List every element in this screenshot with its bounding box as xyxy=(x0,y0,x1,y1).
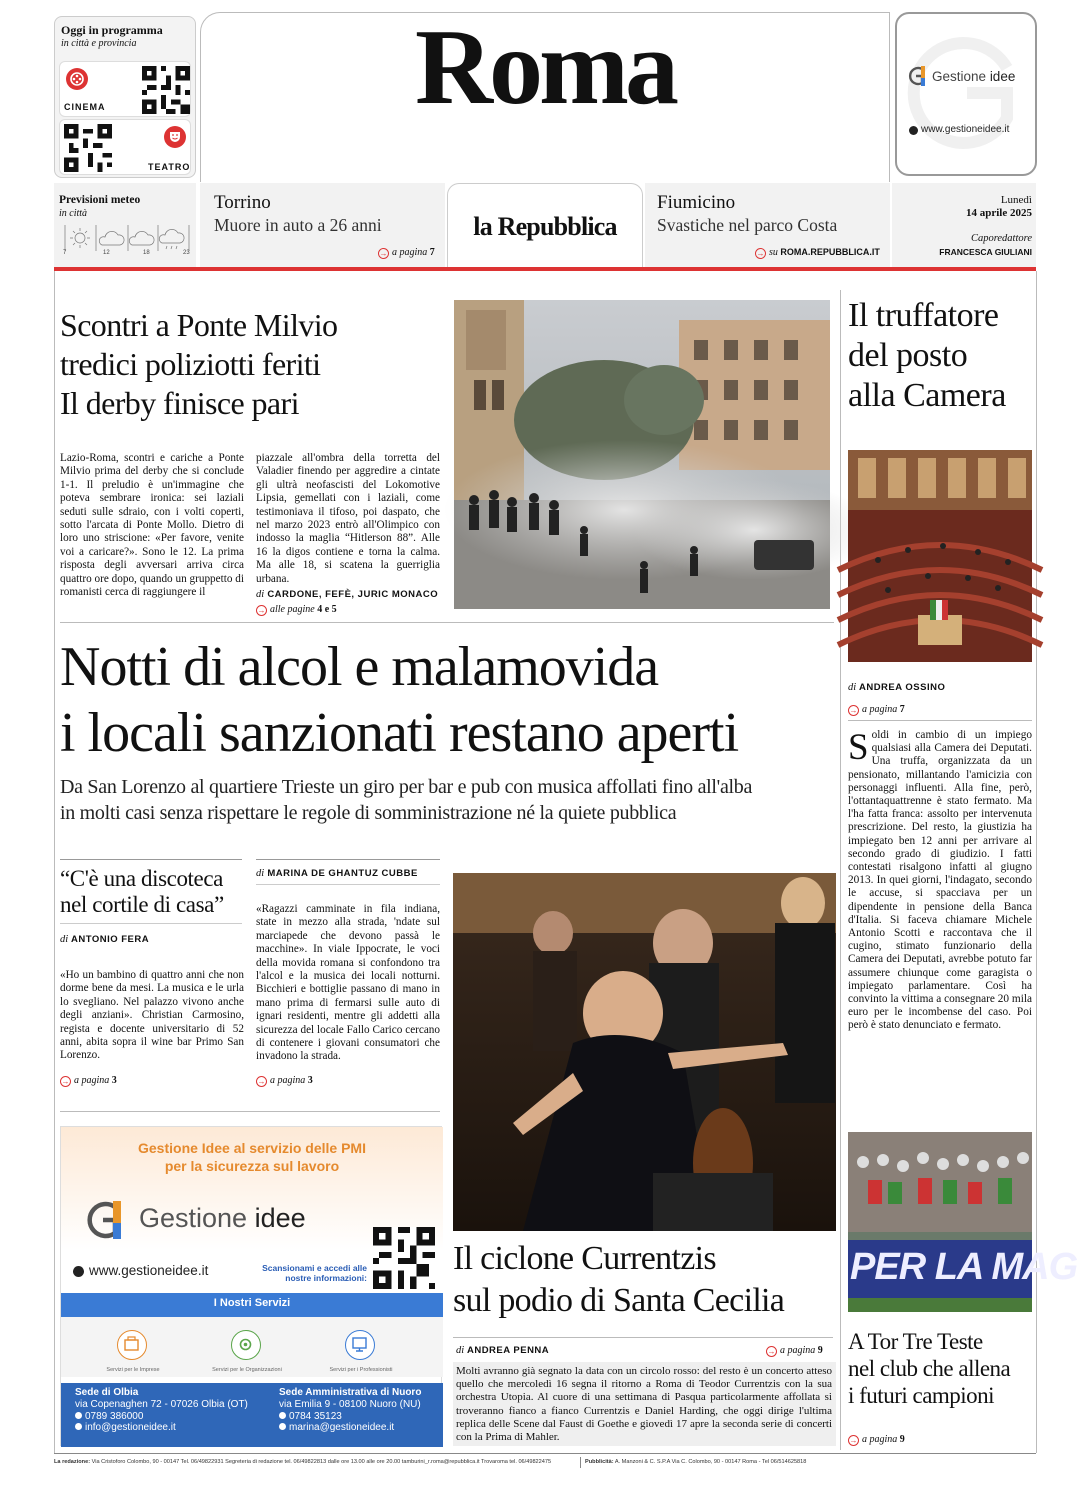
weather-hour-1: 7 xyxy=(63,250,67,256)
milvio-headline[interactable]: Scontri a Ponte Milvio tredici poliziotti feriti Il derby finisce pari xyxy=(60,307,338,421)
movida-deck: Da San Lorenzo al quartiere Trieste un giro per bar e pub con musica affollati fino all'alba in molti casi senza rispettare le regole di somministrazione né la quiete pubblica xyxy=(60,776,753,824)
film-reel-icon xyxy=(66,68,88,90)
footer-divider xyxy=(580,1457,581,1468)
arrow-icon: → xyxy=(756,249,765,258)
teaser-fiumicino-kicker: Fiumicino xyxy=(657,192,736,213)
professional-service-icon[interactable] xyxy=(345,1330,375,1360)
arrow-icon: → xyxy=(849,706,858,715)
weather-title: Previsioni meteo xyxy=(59,194,141,206)
theater-masks-icon xyxy=(164,126,186,148)
currentzis-byline: di ANDREA PENNA xyxy=(456,1345,550,1356)
editor-name: FRANCESCA GIULIANI xyxy=(939,247,1032,257)
ad-url[interactable]: www.gestioneidee.it xyxy=(89,1263,209,1278)
arrow-icon: → xyxy=(257,606,266,615)
milvio-photo xyxy=(454,300,830,609)
phone-icon xyxy=(75,1412,82,1419)
milvio-byline: di CARDONE, FEFÈ, JURIC MONACO → alle pagine 4 e 5 xyxy=(256,589,439,615)
cinema-card[interactable] xyxy=(59,61,191,117)
gestione-idee-ad[interactable] xyxy=(60,1126,442,1446)
email-icon xyxy=(75,1423,82,1430)
milvio-body-col1: Lazio-Roma, scontri e cariche a Ponte Milvio prima del derby che si conclude 1-1. Il preludio è un'immagine che poteva sembrare ironica: sei laziali seduti sulle sdraio, con i volti coperti, sotto l'arcata di Ponte Mollo. Dietro di loro uno striscione: «Per favore, venite voi a caricare?». Sono le 12. La prima risposta degli avversari arriva circa quattro ore dopo, quando un gruppetto di romanisti cerca di raggiungere il xyxy=(60,452,244,599)
teaser-torrino-ref[interactable]: → a pagina 7 xyxy=(379,247,435,258)
dateline-box xyxy=(892,183,1036,269)
dateline-date: 14 aprile 2025 xyxy=(966,207,1032,219)
weather-hour-4: 23 xyxy=(183,250,190,256)
top-advertisement[interactable] xyxy=(895,12,1037,176)
watermark-g-icon xyxy=(907,28,1027,158)
service-label-3: Servizi per i Professionisti xyxy=(329,1367,393,1373)
weather-icons xyxy=(64,223,190,255)
editor-role: Caporedattore xyxy=(970,233,1032,244)
arrow-icon: → xyxy=(767,1347,776,1356)
program-title: Oggi in programma xyxy=(61,23,163,37)
phone-icon xyxy=(279,1412,286,1419)
truffa-ref[interactable]: → a pagina 7 xyxy=(849,704,905,715)
ad-qr-code[interactable] xyxy=(373,1227,435,1289)
organization-service-icon[interactable] xyxy=(231,1330,261,1360)
marina-ref[interactable]: → a pagina 3 xyxy=(257,1075,313,1086)
weather-subtitle: in città xyxy=(59,208,88,219)
currentzis-headline[interactable]: Il ciclone Currentzis sul podio di Santa Cecilia xyxy=(453,1240,785,1319)
service-label-2: Servizi per le Organizzazioni xyxy=(212,1367,282,1373)
tortre-headline[interactable]: A Tor Tre Teste nel club che allena i futuri campioni xyxy=(848,1329,1011,1408)
globe-icon xyxy=(909,126,918,135)
teaser-torrino-kicker: Torrino xyxy=(214,192,271,213)
ad-rule xyxy=(60,1111,440,1112)
discoteca-headline[interactable]: “C'è una discoteca nel cortile di casa” xyxy=(60,866,224,917)
teatro-label: TEATRO xyxy=(148,162,191,172)
program-subtitle: in città e provincia xyxy=(61,38,137,49)
currentzis-ref[interactable]: → a pagina 9 xyxy=(767,1345,823,1356)
cinema-qr-code[interactable] xyxy=(142,66,190,114)
email-icon xyxy=(279,1423,286,1430)
office-olbia: Sede di Olbia via Copenaghen 72 - 07026 Olbia (OT) 0789 386000 info@gestioneidee.it xyxy=(75,1387,248,1434)
marina-body: «Ragazzi camminate in fila indiana, state in mezzo alla strada, 'ndate sul marciapede che devono passà le macchine». In viale Ippocrate, le voci della movida romana si confondono tra l'alcol e la musica dei locali notturni. Bicchieri e bottiglie passano di mano in mano prima di fermarsi sulle auto di ignari residenti, mentre gli addetti alla sicurezza del locale Fallo Carico cercano di contenere i giovani consumatori che invadono la strada. xyxy=(256,903,440,1063)
weather-hour-3: 18 xyxy=(143,250,150,256)
marina-rule xyxy=(256,884,440,885)
arrow-icon: → xyxy=(257,1077,266,1086)
program-box xyxy=(54,16,196,178)
column-divider xyxy=(840,290,841,1450)
currentzis-body: Molti avranno già segnato la data con un circolo rosso: del resto è un concerto atteso quello che mercoledì 16 segna il ritorno a Roma di Teodor Currentzis con la sua orchestra Utopia. Al cuore di una settimana di Pasqua particolarmente affollata si troveranno fianco a fianco Currentzis e Daniel Harding, che oggi dirige l'ultima replica delle Scene dal Faust di Goethe e giovedì 17 apre la seconda serie di concerti con la Prima di Mahler. xyxy=(456,1365,832,1444)
repubblica-logo: la Repubblica xyxy=(473,212,617,241)
ad-top-brand: Gestione idee xyxy=(932,69,1016,84)
discoteca-rule xyxy=(60,923,242,924)
services-title: I Nostri Servizi xyxy=(213,1297,291,1309)
discoteca-byline: di ANTONIO FERA xyxy=(60,934,150,945)
currentzis-rule xyxy=(453,1337,833,1338)
teaser-torrino-text: Muore in auto a 26 anni xyxy=(214,215,382,235)
discoteca-ref[interactable]: → a pagina 3 xyxy=(61,1075,117,1086)
tortre-ref[interactable]: → a pagina 9 xyxy=(849,1434,905,1445)
weather-box xyxy=(54,183,196,269)
ad-headline: Gestione Idee al servizio delle PMI per la sicurezza sul lavoro xyxy=(138,1140,366,1174)
ad-globe-icon xyxy=(73,1266,84,1277)
arrow-icon: → xyxy=(61,1077,70,1086)
ad-scan-text: Scansionami e accedi alle nostre informazioni: xyxy=(262,1263,367,1283)
truffa-byline: di ANDREA OSSINO xyxy=(848,682,946,693)
gestione-idee-logo-icon xyxy=(907,64,929,88)
truffa-rule xyxy=(848,720,1032,721)
dateline-day: Lunedì xyxy=(1000,194,1032,206)
marina-byline: di MARINA DE GHANTUZ CUBBE xyxy=(256,868,418,879)
left-frame-line xyxy=(54,271,55,1453)
camera-photo xyxy=(848,450,1032,662)
marina-rule-top xyxy=(256,859,440,860)
teatro-qr-code[interactable] xyxy=(64,124,112,172)
footer-pubblicita: Pubblicità: A. Manzoni & C. S.P.A Via C. Colombo, 90 - 00147 Roma - Tel 06/514625818 xyxy=(585,1459,807,1465)
discoteca-rule-top xyxy=(60,859,242,860)
tortre-banner-text: PER LA MAG xyxy=(850,1246,1078,1288)
truffa-body: S oldi in cambio di un impiego qualsiasi alla Camera dei Deputati. Una truffa, organizzata da un pensionato, millantando l'amicizia con personaggi influenti. Alla fine, però, l'ottantaquattrenne è stato fermato. Ma l'ha fatta franca: assolto per intervenuta prescrizione. Del resto, la giustizia ha impiegato ben 12 anni per arrivare al secondo grado di giudizio. I fatti contestati risalgono infatti al giugno 2013. In quei giorni, l'indagato, secondo le accuse, si spacciava per un dipendente in pensione della Banca d'Italia. Si faceva chiamare Michele Antonio Scotti e raccontava che il cugino, stimato funzionario della Camera dei Deputati, avrebbe potuto far assumere chiunque come garagista o impiegato parlamentare. Così ha convinto la vittima a consegnare 20 mila euro per le incombense del caso. Poi però è stato denunciato e fermato. xyxy=(848,727,1032,1032)
movida-headline[interactable]: Notti di alcol e malamovida i locali sanzionati restano aperti xyxy=(60,636,739,764)
business-service-icon[interactable] xyxy=(117,1330,147,1360)
arrow-icon: → xyxy=(379,249,388,258)
arrow-icon: → xyxy=(849,1436,858,1445)
discoteca-body: «Ho un bambino di quattro anni che non dorme bene da mesi. La musica e le urla lo svegliano. Nel palazzo vivono anche degli anziani». Christian Carmosino, regista e docente universitario di 52 anni, abita sopra il wine bar Primo San Lorenzo. xyxy=(60,969,244,1062)
footer-rule xyxy=(54,1453,1036,1454)
office-nuoro: Sede Amministrativa di Nuoro via Emilia 9 - 08100 Nuoro (NU) 0784 35123 marina@gestioneidee.it xyxy=(279,1387,422,1434)
teaser-fiumicino[interactable] xyxy=(645,183,890,269)
service-label-1: Servizi per le Imprese xyxy=(106,1367,160,1373)
ad-brand: Gestione idee xyxy=(139,1203,306,1233)
masthead-title: Roma xyxy=(415,8,675,127)
milvio-rule xyxy=(60,622,834,623)
logo-box xyxy=(447,183,643,269)
ad-logo-icon xyxy=(85,1197,129,1243)
currentzis-photo xyxy=(453,873,836,1231)
ad-top-url[interactable]: www.gestioneidee.it xyxy=(921,124,1010,135)
teaser-torrino[interactable] xyxy=(200,183,445,269)
cinema-label: CINEMA xyxy=(64,102,106,112)
teaser-fiumicino-ref[interactable]: → su ROMA.REPUBBLICA.IT xyxy=(756,247,880,258)
truffa-dropcap: S xyxy=(848,727,869,768)
milvio-body-col2: piazzale all'ombra della torretta del Valadier finendo per aggredire a cintate gli ultrà neofascisti del Lokomotive Lipsia, gemellati con i laziali, come testimoniava il tifoso, poi daspato, che nel marzo 2023 entrò all'Olimpico con indosso la maglia “Hitlerson 88”. Alle 16 la digos contiene e torna la calma. Ma alle 18, si scatena la guerriglia urbana. xyxy=(256,452,440,585)
weather-hour-2: 12 xyxy=(103,250,110,256)
footer-redazione: La redazione: Via Cristoforo Colombo, 90 - 00147 Tel. 06/49822931 Segreteria di redazione tel. 06/49822813 dalle ore 13.00 alle ore 20.00 tamburini_r.roma@repubblica.it Trovaroma tel. 06/49822475 xyxy=(54,1459,552,1465)
teatro-card[interactable] xyxy=(59,119,191,175)
truffa-headline[interactable]: Il truffatore del posto alla Camera xyxy=(848,297,1006,414)
red-divider xyxy=(54,267,1036,271)
tortre-photo xyxy=(848,1132,1078,1312)
teaser-fiumicino-text: Svastiche nel parco Costa xyxy=(657,215,838,235)
